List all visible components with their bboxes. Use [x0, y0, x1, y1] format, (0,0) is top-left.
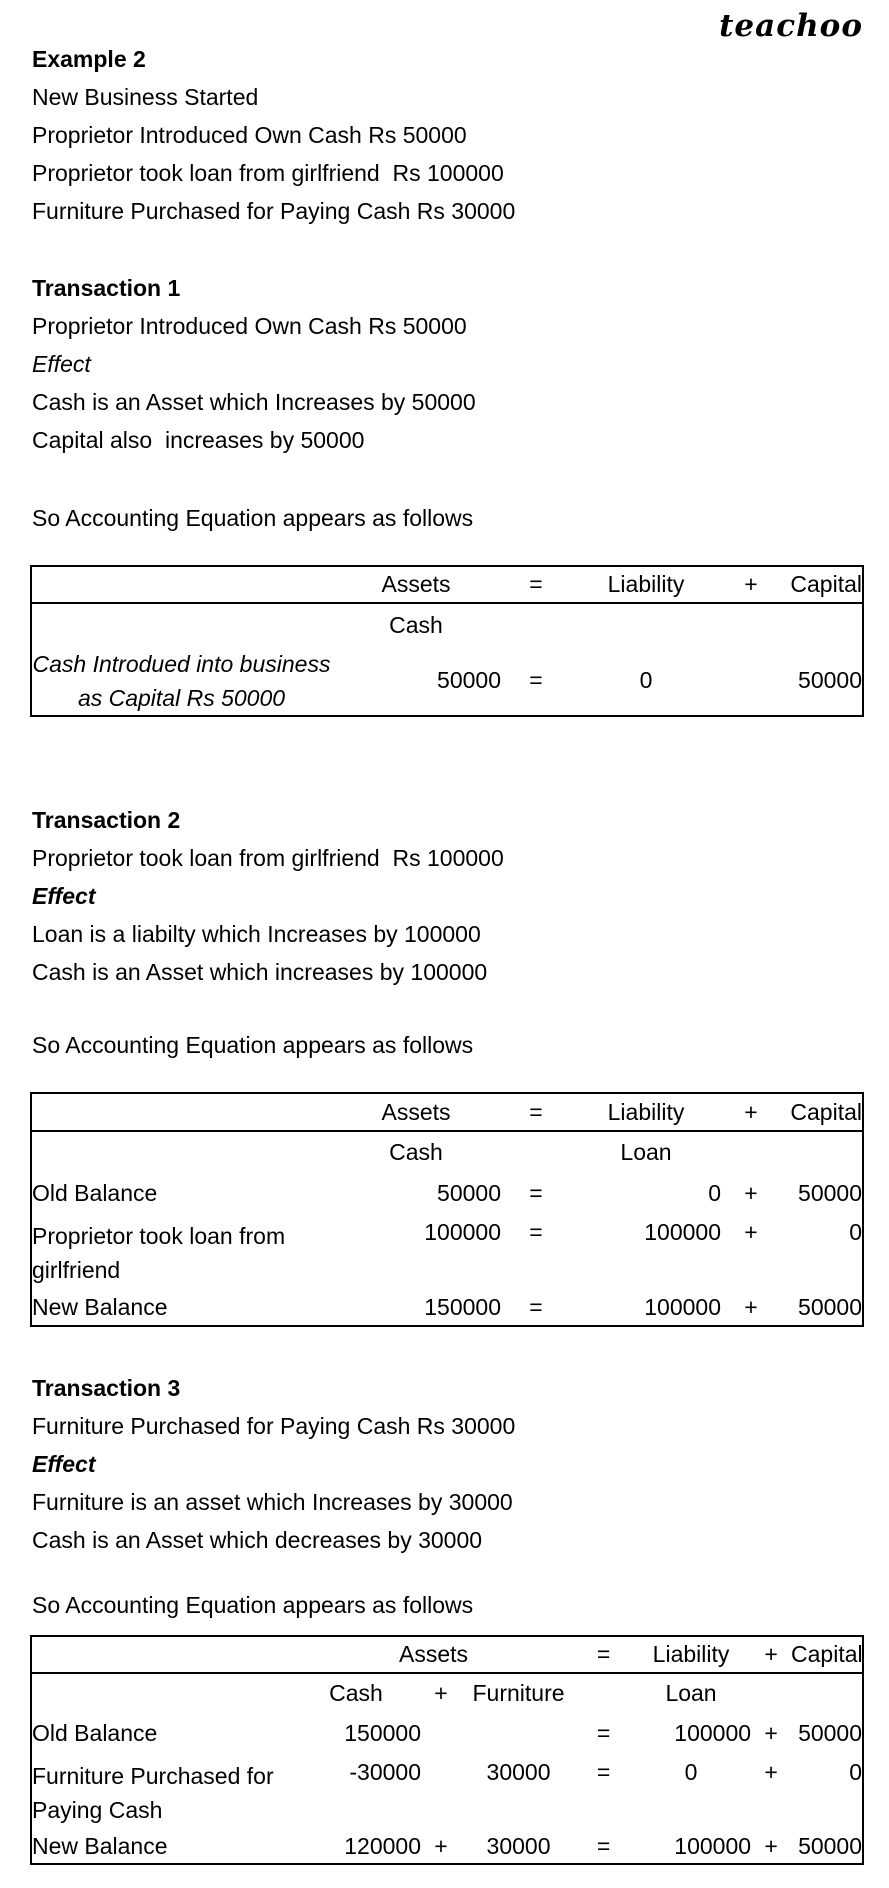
t3-equals-sign: =	[576, 1636, 631, 1673]
t3-row-label: Old Balance	[32, 1719, 158, 1746]
t1-col-capital: Capital	[781, 566, 863, 603]
t2-col-assets: Assets	[331, 1093, 501, 1131]
transaction2-table	[30, 1092, 864, 1327]
transaction2-section	[32, 801, 504, 991]
t1-assets-value: 50000	[437, 667, 501, 693]
transaction3-section	[32, 1369, 515, 1559]
t2-row-label: Proprietor took loan from girlfriend	[32, 1223, 286, 1283]
transaction2-effect-line: Loan is a liabilty which Increases by 100000	[32, 921, 481, 947]
t1-liability-value: 0	[639, 667, 653, 693]
t1-col-liability: Liability	[571, 566, 721, 603]
transaction2-heading: Transaction 2	[32, 807, 181, 833]
transaction1-effect-line: Cash is an Asset which Increases by 50000	[32, 389, 476, 415]
t1-eq-value: =	[529, 667, 543, 693]
t3-plus-sign: +	[751, 1636, 791, 1673]
t3-row-label: New Balance	[32, 1832, 168, 1859]
intro-section	[32, 40, 515, 230]
t1-plus-sign: +	[721, 566, 781, 603]
t1-col-assets: Assets	[331, 566, 501, 603]
t3-col-assets: Assets	[291, 1636, 576, 1673]
t1-equals-sign: =	[501, 566, 571, 603]
t2-col-liability: Liability	[571, 1093, 721, 1131]
transaction2-effect-line: Cash is an Asset which increases by 100000	[32, 959, 488, 985]
transaction3-equation-intro: So Accounting Equation appears as follows	[32, 1592, 474, 1618]
transaction1-description: Proprietor Introduced Own Cash Rs 50000	[32, 313, 467, 339]
intro-line: Furniture Purchased for Paying Cash Rs 30000	[32, 198, 516, 224]
table-row: Old Balance 50000 = 0 + 50000	[31, 1173, 863, 1213]
t3-row-label: Furniture Purchased for Paying Cash	[32, 1763, 274, 1823]
t3-subcol-loan: Loan	[665, 1680, 717, 1706]
transaction1-effect-label: Effect	[32, 351, 91, 377]
table-row: Old Balance 150000 = 100000 + 50000	[31, 1713, 863, 1753]
transaction2-effect-label: Effect	[32, 883, 96, 909]
teachoo-logo: teachoo	[719, 8, 863, 44]
transaction3-table	[30, 1635, 864, 1865]
transaction1-effect-line: Capital also increases by 50000	[32, 427, 365, 453]
transaction1-equation-intro: So Accounting Equation appears as follows	[32, 505, 474, 531]
t2-row-label: Old Balance	[32, 1179, 158, 1206]
table-row: New Balance 120000 + 30000 = 100000 + 50000	[31, 1829, 863, 1864]
t3-subcol-cash: Cash	[329, 1680, 383, 1706]
transaction3-effect-line: Furniture is an asset which Increases by 30000	[32, 1489, 513, 1515]
t1-subcol-cash: Cash	[389, 611, 443, 638]
table-row: New Balance 150000 = 100000 + 50000	[31, 1289, 863, 1326]
transaction2-description: Proprietor took loan from girlfriend Rs 100000	[32, 845, 504, 871]
transaction3-effect-line: Cash is an Asset which decreases by 30000	[32, 1527, 483, 1553]
t2-subcol-loan: Loan	[620, 1139, 672, 1165]
t1-row-label: Cash Introdued into business as Capital Rs 50000	[32, 650, 331, 711]
t1-capital-value: 50000	[798, 667, 862, 693]
t2-row-label: New Balance	[32, 1293, 168, 1320]
intro-line: Proprietor took loan from girlfriend Rs 100000	[32, 160, 504, 186]
intro-line: New Business Started	[32, 84, 259, 110]
table-row: Proprietor took loan from girlfriend 100000 = 100000 + 0	[31, 1213, 863, 1289]
intro-line: Proprietor Introduced Own Cash Rs 50000	[32, 122, 467, 148]
transaction1-heading: Transaction 1	[32, 275, 181, 301]
t3-subcol-plus: +	[434, 1680, 448, 1706]
t2-subcol-cash: Cash	[389, 1139, 443, 1165]
transaction2-equation-intro: So Accounting Equation appears as follows	[32, 1032, 474, 1058]
transaction3-heading: Transaction 3	[32, 1375, 181, 1401]
t2-col-capital: Capital	[781, 1093, 863, 1131]
transaction3-description: Furniture Purchased for Paying Cash Rs 30000	[32, 1413, 516, 1439]
t3-col-capital: Capital	[791, 1636, 863, 1673]
t3-col-liability: Liability	[631, 1636, 751, 1673]
t3-subcol-furniture: Furniture	[472, 1680, 565, 1706]
transaction1-table	[30, 565, 864, 717]
t2-plus-sign: +	[721, 1093, 781, 1131]
table-row: Furniture Purchased for Paying Cash -30000 30000 = 0 + 0	[31, 1753, 863, 1829]
transaction1-section	[32, 269, 476, 459]
t2-equals-sign: =	[501, 1093, 571, 1131]
example-heading: Example 2	[32, 46, 146, 72]
transaction3-effect-label: Effect	[32, 1451, 96, 1477]
